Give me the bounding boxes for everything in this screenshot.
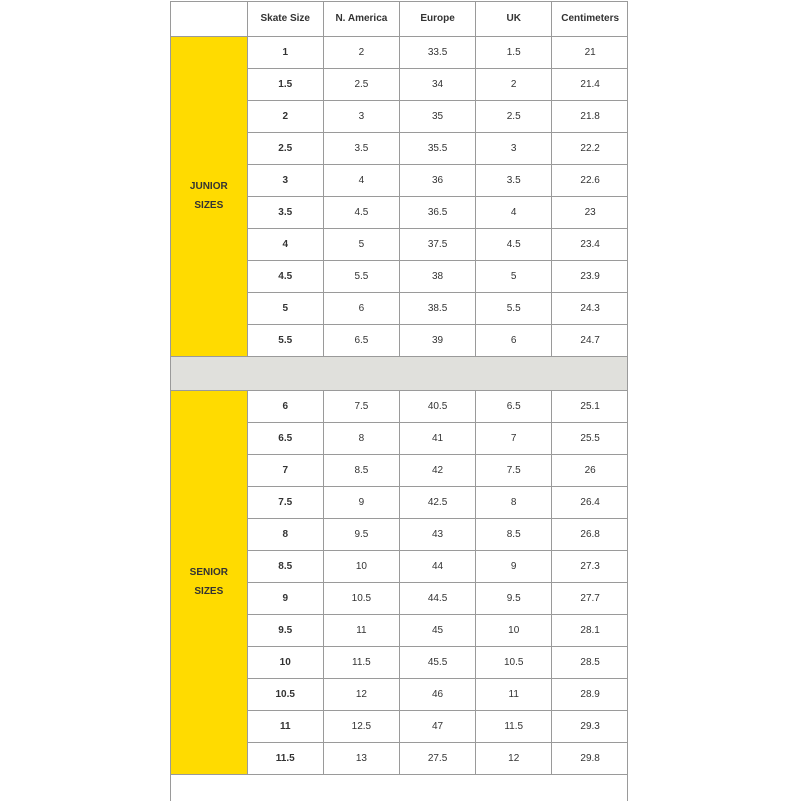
uk-cell: 5.5 [476,292,552,324]
header-centimeters: Centimeters [552,2,628,36]
group-label-line2: SIZES [194,200,224,211]
n-america-cell: 12.5 [323,710,399,742]
europe-cell: 27.5 [399,742,475,774]
skate-size-cell: 6.5 [247,422,323,454]
centimeters-cell: 28.1 [552,614,628,646]
europe-cell: 45 [399,614,475,646]
n-america-cell: 13 [323,742,399,774]
skate-size-cell: 3.5 [247,196,323,228]
skate-size-cell: 9.5 [247,614,323,646]
europe-cell: 41 [399,422,475,454]
centimeters-cell: 25.5 [552,422,628,454]
centimeters-cell: 28.5 [552,646,628,678]
europe-cell: 35 [399,100,475,132]
centimeters-cell: 21.8 [552,100,628,132]
skate-size-cell: 4 [247,228,323,260]
uk-cell: 3.5 [476,164,552,196]
centimeters-cell: 27.7 [552,582,628,614]
centimeters-cell: 29.3 [552,710,628,742]
centimeters-cell: 23.4 [552,228,628,260]
header-uk: UK [476,2,552,36]
centimeters-cell: 29.8 [552,742,628,774]
n-america-cell: 11 [323,614,399,646]
europe-cell: 44 [399,550,475,582]
skate-size-cell: 8.5 [247,550,323,582]
centimeters-cell: 24.7 [552,324,628,356]
europe-cell: 42.5 [399,486,475,518]
header-skate-size: Skate Size [247,2,323,36]
uk-cell: 4.5 [476,228,552,260]
group-label-line2: SIZES [194,586,224,597]
n-america-cell: 11.5 [323,646,399,678]
skate-size-cell: 7 [247,454,323,486]
uk-cell: 9 [476,550,552,582]
n-america-cell: 4 [323,164,399,196]
n-america-cell: 3 [323,100,399,132]
n-america-cell: 9 [323,486,399,518]
centimeters-cell: 22.2 [552,132,628,164]
europe-cell: 39 [399,324,475,356]
skate-size-cell: 11.5 [247,742,323,774]
header-europe: Europe [399,2,475,36]
n-america-cell: 3.5 [323,132,399,164]
centimeters-cell: 21 [552,36,628,68]
uk-cell: 2.5 [476,100,552,132]
centimeters-cell: 22.6 [552,164,628,196]
europe-cell: 33.5 [399,36,475,68]
centimeters-cell: 24.3 [552,292,628,324]
n-america-cell: 8.5 [323,454,399,486]
uk-cell: 7 [476,422,552,454]
n-america-cell: 10 [323,550,399,582]
europe-cell: 34 [399,68,475,100]
uk-cell: 10.5 [476,646,552,678]
europe-cell: 38.5 [399,292,475,324]
n-america-cell: 10.5 [323,582,399,614]
centimeters-cell: 26.8 [552,518,628,550]
n-america-cell: 2.5 [323,68,399,100]
europe-cell: 47 [399,710,475,742]
centimeters-cell: 25.1 [552,390,628,422]
uk-cell: 8.5 [476,518,552,550]
uk-cell: 11.5 [476,710,552,742]
europe-cell: 36.5 [399,196,475,228]
uk-cell: 6.5 [476,390,552,422]
europe-cell: 38 [399,260,475,292]
n-america-cell: 2 [323,36,399,68]
n-america-cell: 8 [323,422,399,454]
europe-cell: 37.5 [399,228,475,260]
n-america-cell: 12 [323,678,399,710]
skate-size-cell: 4.5 [247,260,323,292]
centimeters-cell: 26.4 [552,486,628,518]
uk-cell: 6 [476,324,552,356]
uk-cell: 12 [476,742,552,774]
skate-size-cell: 10 [247,646,323,678]
europe-cell: 45.5 [399,646,475,678]
group-label [171,36,247,356]
skate-size-cell: 8 [247,518,323,550]
europe-cell: 46 [399,678,475,710]
skate-size-cell: 1 [247,36,323,68]
skate-size-cell: 6 [247,390,323,422]
europe-cell: 40.5 [399,390,475,422]
table-row [171,36,628,68]
europe-cell: 36 [399,164,475,196]
uk-cell: 9.5 [476,582,552,614]
europe-cell: 42 [399,454,475,486]
skate-size-cell: 2.5 [247,132,323,164]
group-label-line1: JUNIOR [189,181,228,192]
group-divider [171,356,628,390]
uk-cell: 3 [476,132,552,164]
uk-cell: 7.5 [476,454,552,486]
size-chart [170,1,628,801]
skate-size-cell: 3 [247,164,323,196]
header-n-america: N. America [323,2,399,36]
n-america-cell: 7.5 [323,390,399,422]
skate-size-cell: 5 [247,292,323,324]
n-america-cell: 5 [323,228,399,260]
centimeters-cell: 28.9 [552,678,628,710]
header-corner [171,2,247,36]
group-label [171,390,247,774]
group-label-line1: SENIOR [189,567,228,578]
n-america-cell: 5.5 [323,260,399,292]
uk-cell: 10 [476,614,552,646]
skate-size-cell: 7.5 [247,486,323,518]
uk-cell: 4 [476,196,552,228]
table-row [171,390,628,422]
header-row [171,2,628,36]
n-america-cell: 6.5 [323,324,399,356]
skate-size-cell: 11 [247,710,323,742]
europe-cell: 35.5 [399,132,475,164]
size-table [171,2,628,775]
table-body [171,2,628,774]
n-america-cell: 4.5 [323,196,399,228]
skate-size-cell: 5.5 [247,324,323,356]
centimeters-cell: 26 [552,454,628,486]
europe-cell: 43 [399,518,475,550]
uk-cell: 2 [476,68,552,100]
europe-cell: 44.5 [399,582,475,614]
centimeters-cell: 21.4 [552,68,628,100]
uk-cell: 8 [476,486,552,518]
centimeters-cell: 23 [552,196,628,228]
centimeters-cell: 27.3 [552,550,628,582]
skate-size-cell: 10.5 [247,678,323,710]
skate-size-cell: 2 [247,100,323,132]
skate-size-cell: 9 [247,582,323,614]
centimeters-cell: 23.9 [552,260,628,292]
uk-cell: 5 [476,260,552,292]
n-america-cell: 6 [323,292,399,324]
n-america-cell: 9.5 [323,518,399,550]
skate-size-cell: 1.5 [247,68,323,100]
group-divider-row [171,356,628,390]
uk-cell: 1.5 [476,36,552,68]
uk-cell: 11 [476,678,552,710]
